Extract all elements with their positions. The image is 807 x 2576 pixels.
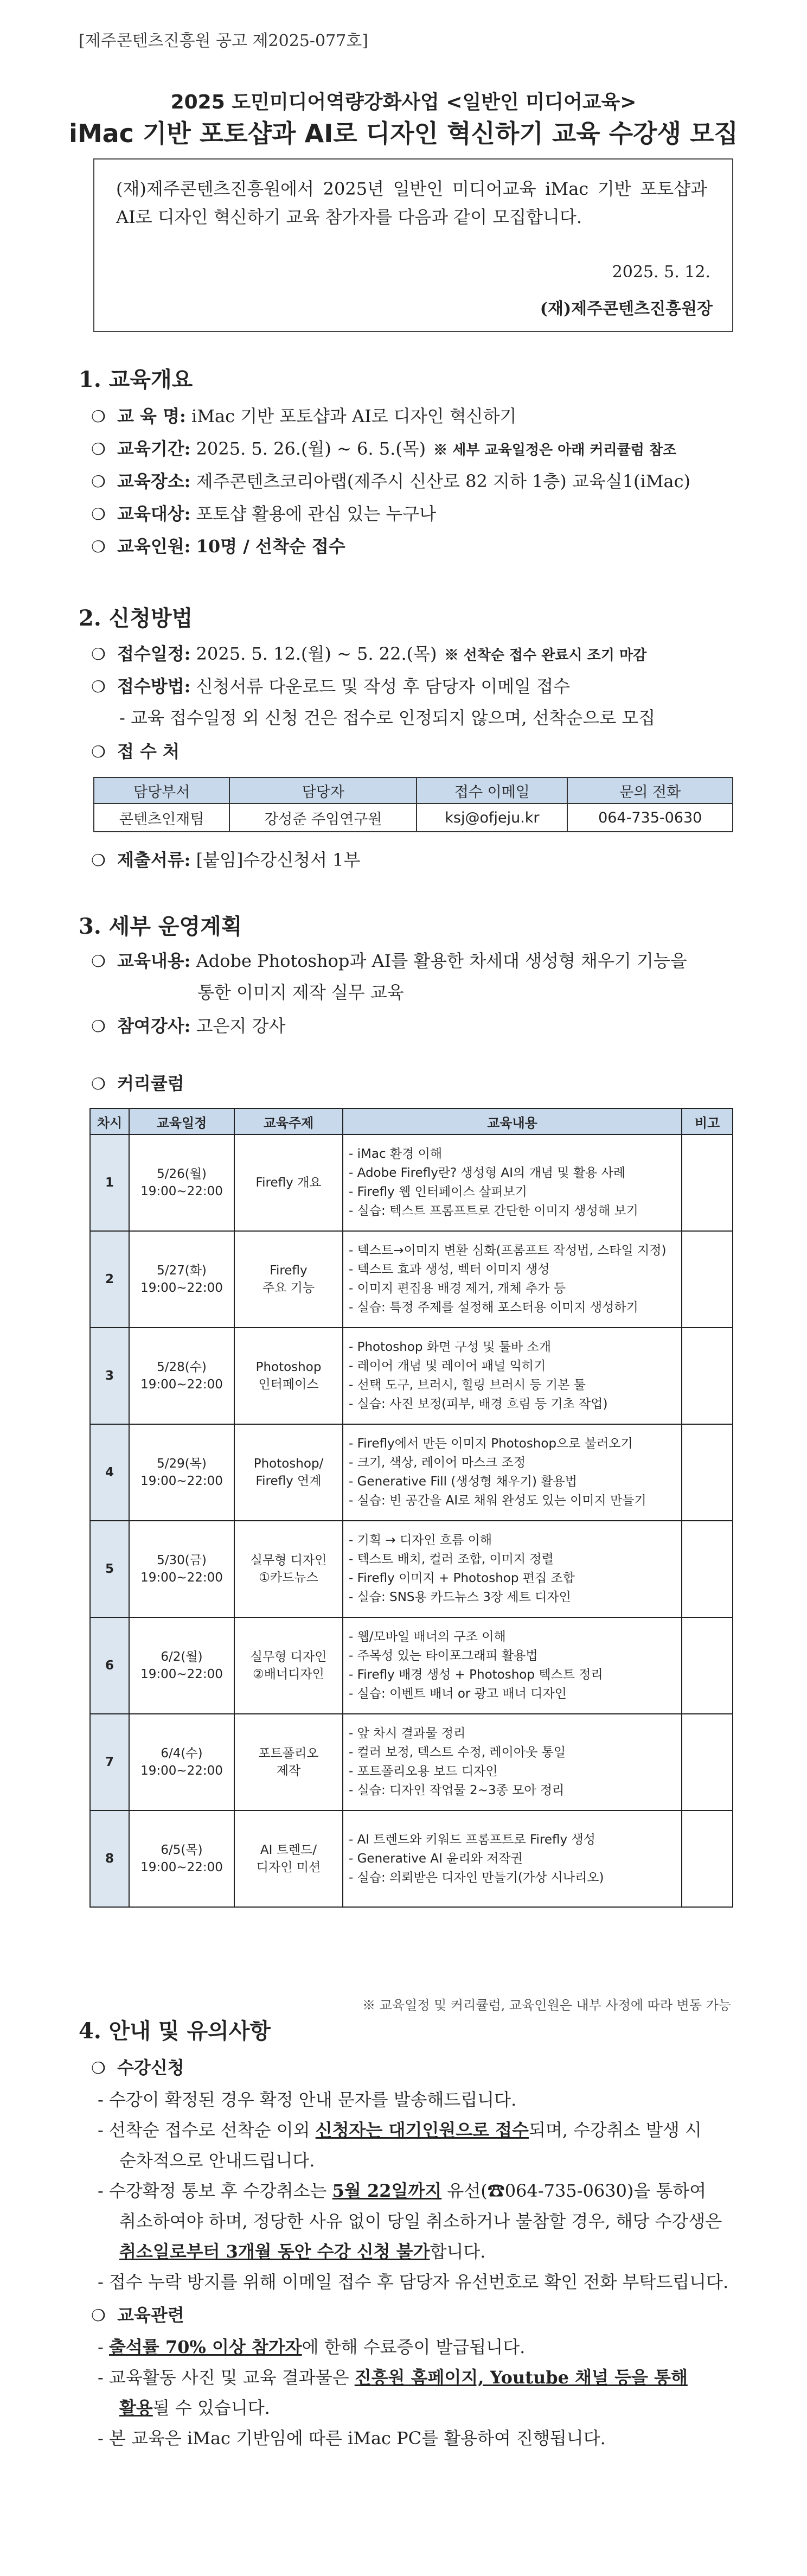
session-number: 8 — [90, 1810, 129, 1907]
session-remarks — [682, 1328, 733, 1424]
list-item: - 수강확정 통보 후 수강취소는 5월 22일까지 유선(☎064-735-0630)을 통하여 — [98, 2180, 707, 2201]
intro-box — [93, 158, 733, 332]
session-date: 6/5(목) — [161, 1843, 203, 1857]
session-content-line: - 실습: 텍스트 프롬프트로 간단한 이미지 생성해 보기 — [349, 1204, 638, 1218]
session-date: 5/28(수) — [157, 1360, 207, 1374]
page-subtitle: 2025 도민미디어역량강화사업 <일반인 미디어교육> — [170, 91, 637, 113]
session-time: 19:00~22:00 — [140, 1571, 223, 1585]
overview-item-capacity: ❍ 교육인원: 10명 / 선착순 접수 — [91, 536, 345, 557]
session-content-line: - 선택 도구, 브러시, 힐링 브러시 등 기본 툴 — [349, 1378, 586, 1392]
table-row — [90, 1810, 733, 1907]
apply-docs: ❍ 제출서류: [붙임]수강신청서 1부 — [91, 850, 361, 870]
session-content-line: - 크기, 색상, 레이어 마스크 조정 — [349, 1456, 526, 1470]
session-time: 19:00~22:00 — [140, 1667, 223, 1681]
session-content-line: - 기획 → 디자인 흐름 이해 — [349, 1533, 492, 1547]
overview-item-name: ❍ 교 육 명: iMac 기반 포토샵과 AI로 디자인 혁신하기 — [91, 406, 517, 426]
session-content-line: - 이미지 편집용 배경 제거, 개체 추가 등 — [349, 1281, 566, 1296]
session-content-line: - 텍스트→이미지 변환 심화(프롬프트 작성법, 스타일 지정) — [349, 1244, 667, 1258]
circle-bullet-icon: ❍ — [91, 407, 106, 426]
list-item-cont: 순차적으로 안내드립니다. — [119, 2150, 315, 2171]
session-number: 5 — [90, 1521, 129, 1617]
course-content-cont: 통한 이미지 제작 실무 교육 — [197, 982, 404, 1003]
circle-bullet-icon: ❍ — [91, 440, 106, 459]
course-instructor: ❍ 참여강사: 고은지 강사 — [91, 1016, 286, 1036]
session-content-line: - 실습: 의뢰받은 디자인 만들기(가상 시나리오) — [349, 1870, 604, 1885]
table-row — [90, 1617, 733, 1714]
session-content-line: - Firefly 이미지 + Photoshop 편집 조합 — [349, 1571, 575, 1585]
session-content — [343, 1424, 682, 1521]
curriculum-footnote: ※ 교육일정 및 커리큘럼, 교육인원은 내부 사정에 따라 변동 가능 — [362, 1998, 731, 2013]
session-time: 19:00~22:00 — [140, 1860, 223, 1874]
session-topic-line: Firefly 개요 — [255, 1176, 322, 1190]
session-content-line: - 실습: 사진 보정(피부, 배경 흐림 등 기초 작업) — [349, 1397, 608, 1411]
circle-bullet-icon: ❍ — [91, 678, 106, 697]
session-content — [343, 1714, 682, 1810]
circle-bullet-icon: ❍ — [91, 1075, 106, 1094]
intro-issuer: (재)제주콘텐츠진흥원장 — [540, 299, 713, 318]
session-topic-line: Photoshop/ — [253, 1457, 324, 1471]
session-topic — [234, 1231, 343, 1328]
session-date: 5/26(월) — [157, 1167, 207, 1181]
session-content-line: - 컬러 보정, 텍스트 수정, 레이아웃 통일 — [349, 1745, 566, 1759]
contact-dept: 콘텐츠인재팀 — [94, 804, 229, 832]
session-content — [343, 1328, 682, 1424]
circle-bullet-icon: ❍ — [91, 2306, 106, 2325]
session-topic-line: AI 트렌드/ — [260, 1843, 317, 1857]
curriculum-table — [89, 1108, 733, 1908]
session-remarks — [682, 1714, 733, 1810]
session-content — [343, 1134, 682, 1231]
circle-bullet-icon: ❍ — [91, 473, 106, 492]
course-content: ❍ 교육내용: Adobe Photoshop과 AI를 활용한 차세대 생성형 채우기 기능을 — [91, 951, 687, 971]
session-schedule — [129, 1521, 234, 1617]
apply-period: ❍ 접수일정: 2025. 5. 12.(월) ~ 5. 22.(목) ※ 선착순 접수 완료시 조기 마감 — [91, 643, 647, 664]
contact-header-email: 접수 이메일 — [417, 777, 567, 804]
session-time: 19:00~22:00 — [140, 1378, 223, 1392]
contact-table — [93, 777, 733, 832]
session-content-line: - 실습: SNS용 카드뉴스 3장 세트 디자인 — [349, 1590, 571, 1604]
session-topic — [234, 1134, 343, 1231]
notice-sub-apply: ❍ 수강신청 — [91, 2057, 184, 2078]
session-schedule — [129, 1231, 234, 1328]
session-date: 5/30(금) — [157, 1553, 207, 1567]
circle-bullet-icon: ❍ — [91, 2059, 106, 2078]
curr-header-etc: 비고 — [682, 1108, 733, 1134]
session-content-line: - 주목성 있는 타이포그래피 활용법 — [349, 1649, 538, 1663]
session-remarks — [682, 1134, 733, 1231]
overview-item-target: ❍ 교육대상: 포토샵 활용에 관심 있는 누구나 — [91, 503, 437, 524]
session-date: 5/29(목) — [157, 1457, 207, 1471]
section-2-heading: 2. 신청방법 — [79, 605, 193, 631]
session-number: 2 — [90, 1231, 129, 1328]
session-topic-line: 포트폴리오 — [258, 1746, 319, 1761]
list-item: - 본 교육은 iMac 기반임에 따른 iMac PC를 활용하여 진행됩니다. — [98, 2428, 606, 2449]
circle-bullet-icon: ❍ — [91, 1017, 106, 1036]
session-content-line: - AI 트렌드와 키워드 프롬프트로 Firefly 생성 — [349, 1832, 595, 1847]
session-content — [343, 1810, 682, 1907]
session-date: 6/4(수) — [161, 1746, 203, 1761]
intro-text: (재)제주콘텐츠진흥원에서 2025년 일반인 미디어교육 iMac 기반 포토샵과 AI로 디자인 혁신하기 교육 참가자를 다음과 같이 모집합니다. — [116, 178, 707, 227]
session-remarks — [682, 1810, 733, 1907]
list-item-cont: 활용될 수 있습니다. — [119, 2398, 270, 2418]
session-topic-line: 디자인 미션 — [256, 1860, 321, 1874]
session-topic-line: 실무형 디자인 — [250, 1650, 327, 1664]
session-content-line: - iMac 환경 이해 — [349, 1147, 443, 1161]
notice-number: [제주콘텐츠진흥원 공고 제2025-077호] — [79, 31, 368, 50]
table-row — [90, 1134, 733, 1231]
session-remarks — [682, 1231, 733, 1328]
session-content-line: - 실습: 특정 주제를 설정해 포스터용 이미지 생성하기 — [349, 1300, 638, 1315]
session-content-line: - Firefly에서 만든 이미지 Photoshop으로 불러오기 — [349, 1437, 633, 1451]
list-item-cont: 취소일로부터 3개월 동안 수강 신청 불가합니다. — [119, 2241, 486, 2262]
session-content — [343, 1521, 682, 1617]
notice-course-list — [98, 2332, 738, 2453]
session-content-line: - 텍스트 배치, 컬러 조합, 이미지 정렬 — [349, 1552, 554, 1566]
session-time: 19:00~22:00 — [140, 1764, 223, 1778]
apply-method-note: - 교육 접수일정 외 신청 건은 접수로 인정되지 않으며, 선착순으로 모집 — [119, 707, 656, 728]
overview-item-place: ❍ 교육장소: 제주콘텐츠코리아랩(제주시 신산로 82 지하 1층) 교육실1(iMac) — [91, 471, 691, 492]
curriculum-note: ※ 세부 교육일정은 아래 커리큘럼 참조 — [433, 442, 677, 458]
session-content-line: - Photoshop 화면 구성 및 툴바 소개 — [349, 1340, 551, 1354]
contact-header-phone: 문의 전화 — [567, 777, 733, 804]
session-date: 6/2(월) — [161, 1650, 203, 1664]
section-1-heading: 1. 교육개요 — [79, 367, 193, 392]
list-item-cont: 취소하여야 하며, 정당한 사유 없이 당일 취소하거나 불참할 경우, 해당 수강생은 — [119, 2211, 722, 2231]
contact-phone: 064-735-0630 — [567, 804, 733, 832]
session-remarks — [682, 1617, 733, 1714]
curr-header-content: 교육내용 — [343, 1108, 682, 1134]
contact-header-dept: 담당부서 — [94, 777, 229, 804]
apply-contact-label: ❍ 접 수 처 — [91, 741, 180, 762]
session-topic-line: ①카드뉴스 — [259, 1571, 318, 1585]
session-topic-line: Firefly 연계 — [255, 1474, 322, 1488]
session-content-line: - Firefly 배경 생성 + Photoshop 텍스트 정리 — [349, 1668, 603, 1682]
session-topic-line: ②배너디자인 — [253, 1667, 324, 1681]
session-schedule — [129, 1328, 234, 1424]
session-time: 19:00~22:00 — [140, 1474, 223, 1488]
table-row — [90, 1521, 733, 1617]
session-schedule — [129, 1424, 234, 1521]
session-topic — [234, 1521, 343, 1617]
session-topic-line: 인터페이스 — [258, 1378, 319, 1392]
session-content-line: - Generative Fill (생성형 채우기) 활용법 — [349, 1475, 577, 1489]
circle-bullet-icon: ❍ — [91, 645, 106, 664]
session-topic — [234, 1424, 343, 1521]
session-number: 4 — [90, 1424, 129, 1521]
circle-bullet-icon: ❍ — [91, 952, 106, 971]
session-topic — [234, 1714, 343, 1810]
session-content-line: - 실습: 디자인 작업물 2~3종 모아 정리 — [349, 1783, 565, 1797]
session-content-line: - 텍스트 효과 생성, 벡터 이미지 생성 — [349, 1263, 550, 1277]
session-remarks — [682, 1424, 733, 1521]
circle-bullet-icon: ❍ — [91, 505, 106, 524]
session-time: 19:00~22:00 — [140, 1184, 223, 1198]
session-topic-line: Firefly — [270, 1264, 308, 1278]
session-content-line: - 실습: 빈 공간을 AI로 채워 완성도 있는 이미지 만들기 — [349, 1494, 646, 1508]
session-content — [343, 1617, 682, 1714]
contact-header-person: 담당자 — [229, 777, 417, 804]
session-schedule — [129, 1617, 234, 1714]
session-time: 19:00~22:00 — [140, 1281, 223, 1295]
list-item: - 수강이 확정된 경우 확정 안내 문자를 발송해드립니다. — [98, 2089, 517, 2110]
session-number: 3 — [90, 1328, 129, 1424]
list-item: - 출석률 70% 이상 참가자에 한해 수료증이 발급됩니다. — [98, 2337, 526, 2357]
section-4-heading: 4. 안내 및 유의사항 — [79, 2018, 271, 2044]
session-content-line: - 앞 차시 결과물 정리 — [349, 1726, 466, 1740]
session-content-line: - Generative AI 윤리와 저작권 — [349, 1851, 523, 1866]
session-topic — [234, 1617, 343, 1714]
contact-email-link[interactable]: ksj@ofjeju.kr — [417, 804, 567, 832]
curr-header-no: 차시 — [90, 1108, 129, 1134]
circle-bullet-icon: ❍ — [91, 743, 106, 762]
session-schedule — [129, 1810, 234, 1907]
session-content-line: - Adobe Firefly란? 생성형 AI의 개념 및 활용 사례 — [349, 1166, 626, 1180]
circle-bullet-icon: ❍ — [91, 538, 106, 557]
session-number: 1 — [90, 1134, 129, 1231]
session-number: 6 — [90, 1617, 129, 1714]
notice-sub-course: ❍ 교육관련 — [91, 2305, 184, 2325]
section-3-heading: 3. 세부 운영계획 — [79, 914, 242, 939]
curriculum-label: ❍ 커리큘럼 — [91, 1073, 184, 1094]
session-content-line: - 실습: 이벤트 배너 or 광고 배너 디자인 — [349, 1687, 567, 1701]
table-row — [90, 1424, 733, 1521]
session-topic — [234, 1810, 343, 1907]
overview-item-period: ❍ 교육기간: 2025. 5. 26.(월) ~ 6. 5.(목) ※ 세부 교육일정은 아래 커리큘럼 참조 — [91, 438, 677, 459]
session-content-line: - 레이어 개념 및 레이어 패널 익히기 — [349, 1359, 546, 1373]
session-schedule — [129, 1134, 234, 1231]
table-row — [90, 1328, 733, 1424]
session-number: 7 — [90, 1714, 129, 1810]
contact-person: 강성준 주임연구원 — [229, 804, 417, 832]
session-topic — [234, 1328, 343, 1424]
notice-apply-list — [98, 2084, 738, 2297]
apply-method: ❍ 접수방법: 신청서류 다운로드 및 작성 후 담당자 이메일 접수 — [91, 676, 571, 697]
session-topic-line: 주요 기능 — [262, 1281, 315, 1295]
table-row — [90, 1714, 733, 1810]
session-schedule — [129, 1714, 234, 1810]
intro-date: 2025. 5. 12. — [612, 263, 710, 282]
list-item: - 교육활동 사진 및 교육 결과물은 진흥원 홈페이지, Youtube 채널 등을 통해 — [98, 2367, 688, 2388]
session-remarks — [682, 1521, 733, 1617]
curr-header-topic: 교육주제 — [234, 1108, 343, 1134]
session-topic-line: Photoshop — [255, 1360, 322, 1374]
table-row — [90, 1231, 733, 1328]
session-content-line: - Firefly 웹 인터페이스 살펴보기 — [349, 1185, 527, 1199]
session-date: 5/27(화) — [157, 1264, 207, 1278]
session-topic-line: 실무형 디자인 — [250, 1553, 327, 1567]
session-content-line: - 포트폴리오용 보드 디자인 — [349, 1764, 498, 1778]
list-item: - 접수 누락 방지를 위해 이메일 접수 후 담당자 유선번호로 확인 전화 부탁드립니다. — [98, 2272, 729, 2292]
curr-header-date: 교육일정 — [129, 1108, 234, 1134]
circle-bullet-icon: ❍ — [91, 851, 106, 870]
session-topic-line: 제작 — [276, 1764, 301, 1778]
table-row — [94, 804, 733, 832]
session-content-line: - 웹/모바일 배너의 구조 이해 — [349, 1630, 506, 1644]
list-item: - 선착순 접수로 선착순 이외 신청자는 대기인원으로 접수되며, 수강취소 발생 시 — [98, 2120, 702, 2140]
session-content — [343, 1231, 682, 1328]
page-title: iMac 기반 포토샵과 AI로 디자인 혁신하기 교육 수강생 모집 — [69, 119, 738, 148]
